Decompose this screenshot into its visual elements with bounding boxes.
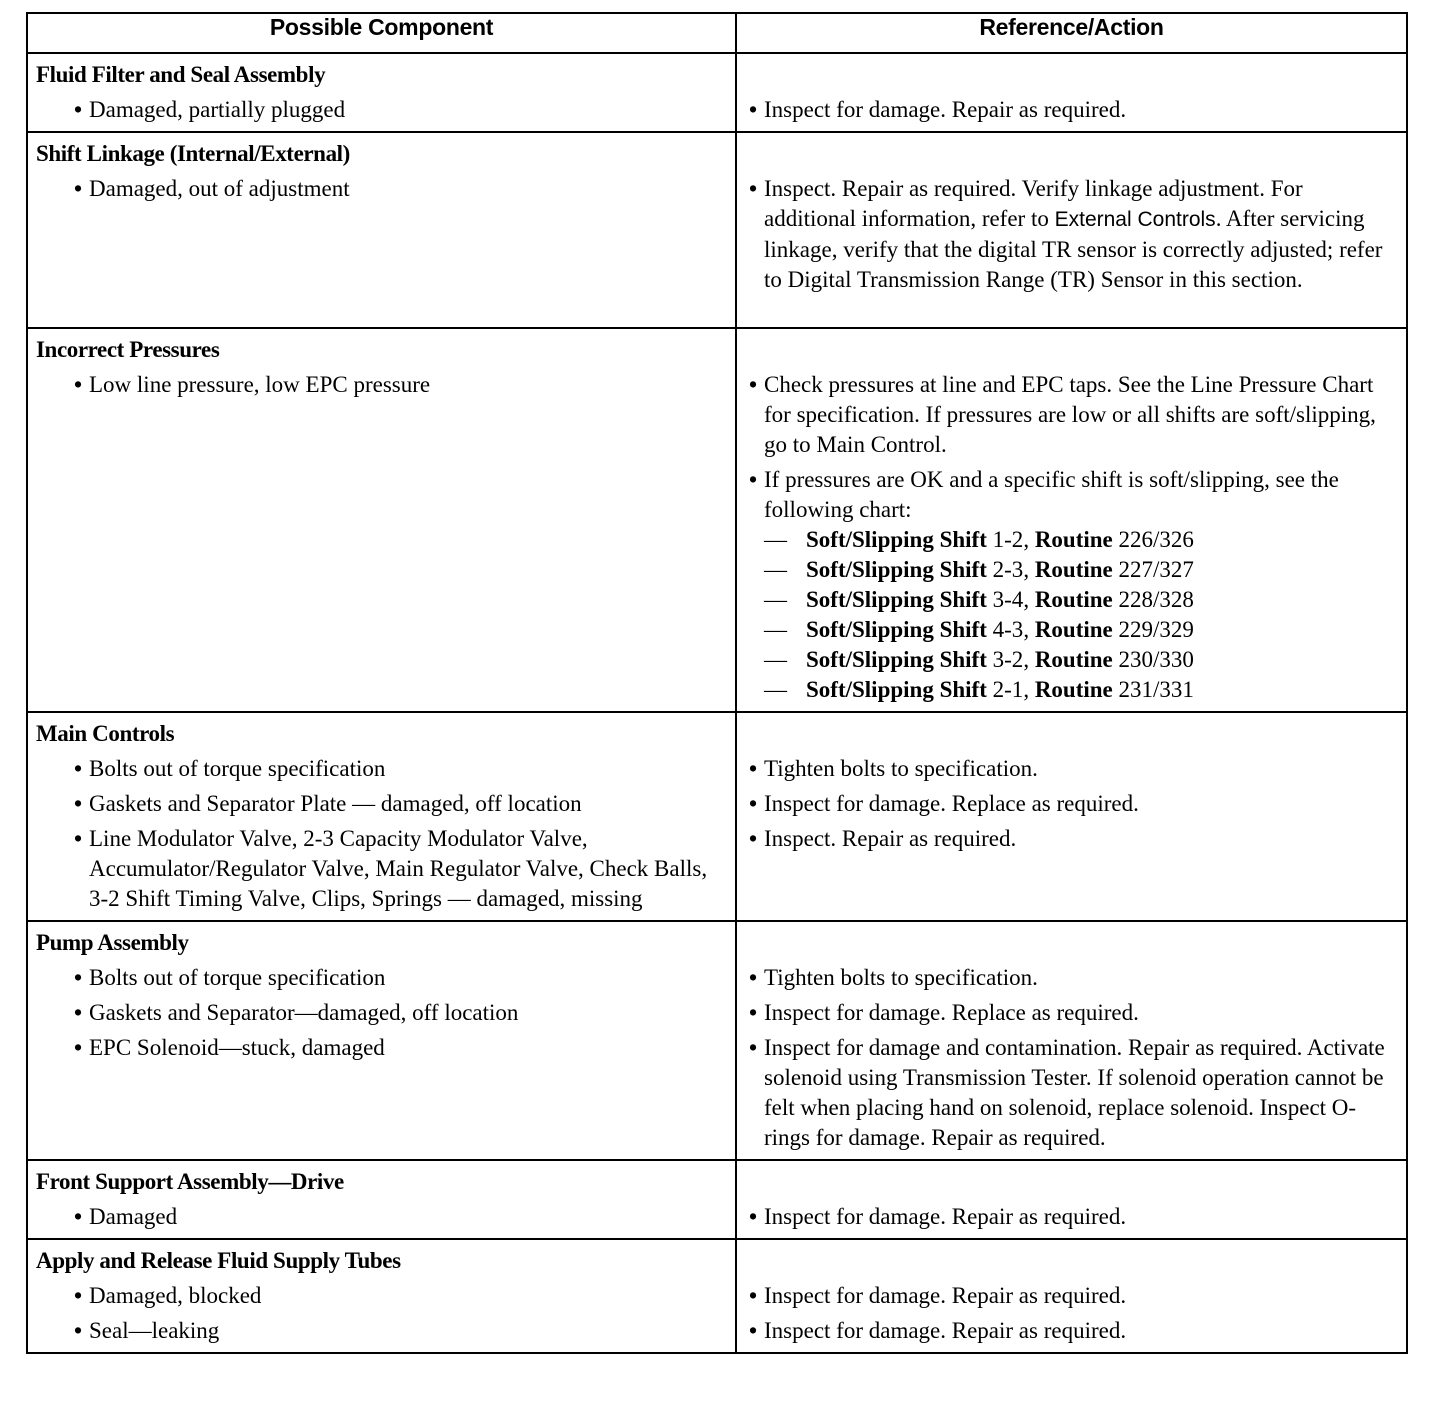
component-cell [27,712,736,921]
dash-icon: — [764,677,787,702]
section-title: Pump Assembly [36,930,189,955]
bullet-icon: • [74,756,83,781]
bullet-icon: • [74,826,83,851]
component-cell [27,1239,736,1353]
diagnostic-table-page [26,12,1406,1354]
section-title: Fluid Filter and Seal Assembly [36,62,326,87]
list-item: • Inspect. Repair as required. [745,824,1400,854]
table-row [27,1239,1407,1353]
list-item: • Tighten bolts to specification. [745,754,1400,784]
list-item: • Damaged, partially plugged [36,95,729,125]
list-item: • Seal—leaking [36,1316,729,1346]
list-item: • Tighten bolts to specification. [745,963,1400,993]
list-item: • Inspect. Repair as required. Verify linkage adjustment. For additional information, refer to External Controls. After servicing linkage, verify that the digital TR sensor is correctly adjusted; refer to Digital Transmission Range (TR) Sensor in this section. [745,174,1400,295]
table-row [27,1160,1407,1239]
component-cell [27,921,736,1160]
shift-routine-item: — Soft/Slipping Shift 2-3, Routine 227/327 [764,555,1400,585]
section-title: Main Controls [36,721,175,746]
dash-icon: — [764,557,787,582]
action-cell [736,1239,1407,1353]
dash-icon: — [764,647,787,672]
bullet-icon: • [74,1000,83,1025]
list-item: • Bolts out of torque specification [36,754,729,784]
list-item: • Damaged, out of adjustment [36,174,729,204]
shift-routine-item: — Soft/Slipping Shift 2-1, Routine 231/331 [764,675,1400,705]
action-cell [736,328,1407,712]
section-title: Shift Linkage (Internal/External) [36,141,350,166]
bullet-icon: • [749,467,758,492]
column-header-action: Reference/Action [736,13,1407,53]
bullet-icon: • [749,176,758,201]
table-row [27,712,1407,921]
shift-routine-item: — Soft/Slipping Shift 3-4, Routine 228/328 [764,585,1400,615]
list-item: • Gaskets and Separator—damaged, off location [36,998,729,1028]
list-item: • Damaged, blocked [36,1281,729,1311]
component-cell [27,53,736,132]
table-row [27,53,1407,132]
action-cell [736,53,1407,132]
action-cell [736,712,1407,921]
table-row [27,921,1407,1160]
list-item: • Inspect for damage. Repair as required. [745,95,1400,125]
component-cell [27,1160,736,1239]
bullet-icon: • [74,965,83,990]
list-item: • Inspect for damage. Replace as required. [745,998,1400,1028]
bullet-icon: • [749,372,758,397]
bullet-icon: • [749,1204,758,1229]
bullet-icon: • [749,97,758,122]
list-item: • EPC Solenoid—stuck, damaged [36,1033,729,1063]
list-item: • Gaskets and Separator Plate — damaged, off location [36,789,729,819]
list-item: • Damaged [36,1202,729,1232]
shift-routine-item: — Soft/Slipping Shift 4-3, Routine 229/329 [764,615,1400,645]
table-row [27,328,1407,712]
list-item: • Inspect for damage. Replace as required. [745,789,1400,819]
list-item: • Inspect for damage and contamination. Repair as required. Activate solenoid using Transmission Tester. If solenoid operation cannot be felt when placing hand on solenoid, replace solenoid. Inspect O-rings for damage. Repair as required. [745,1033,1400,1153]
bullet-icon: • [749,1283,758,1308]
dash-icon: — [764,587,787,612]
action-cell [736,132,1407,328]
bullet-icon: • [749,1000,758,1025]
dash-icon: — [764,617,787,642]
shift-routine-item: — Soft/Slipping Shift 1-2, Routine 226/326 [764,525,1400,555]
list-item: • Line Modulator Valve, 2-3 Capacity Modulator Valve, Accumulator/Regulator Valve, Main Regulator Valve, Check Balls, 3-2 Shift Timing Valve, Clips, Springs — damaged, missing [36,824,729,914]
list-item: • Inspect for damage. Repair as required. [745,1202,1400,1232]
action-cell [736,1160,1407,1239]
component-cell [27,328,736,712]
action-cell [736,921,1407,1160]
component-cell [27,132,736,328]
shift-routine-item: — Soft/Slipping Shift 3-2, Routine 230/330 [764,645,1400,675]
bullet-icon: • [74,97,83,122]
list-item: • Check pressures at line and EPC taps. See the Line Pressure Chart for specification. If pressures are low or all shifts are soft/slipping, go to Main Control. [745,370,1400,460]
bullet-icon: • [749,965,758,990]
list-item: • If pressures are OK and a specific shift is soft/slipping, see the following chart: — Soft/Slipping Shift 1-2, Routine 226/326 — Soft/Slipping Shift 2-3, Routine 227/327 — Soft/Slipping Shift 3-4, Routine 228/328 — Soft/Slipping Shift 4-3, Routine 229/329 — Soft/Slipping Shift 3-2, Routine 230/330 — Soft/Slipping Shift 2-1, Routine 231/331 [745,465,1400,705]
bullet-icon: • [74,1283,83,1308]
bullet-icon: • [74,1035,83,1060]
bullet-icon: • [749,826,758,851]
list-item: • Bolts out of torque specification [36,963,729,993]
bullet-icon: • [74,176,83,201]
section-title: Apply and Release Fluid Supply Tubes [36,1248,401,1273]
shift-routine-list [764,525,1400,705]
column-header-component: Possible Component [27,13,736,53]
bullet-icon: • [74,372,83,397]
list-item: • Low line pressure, low EPC pressure [36,370,729,400]
dash-icon: — [764,527,787,552]
bullet-icon: • [74,1318,83,1343]
reference-external-controls: External Controls [1054,208,1216,231]
bullet-icon: • [749,1318,758,1343]
list-item: • Inspect for damage. Repair as required. [745,1281,1400,1311]
section-title: Incorrect Pressures [36,337,220,362]
bullet-icon: • [749,791,758,816]
list-item: • Inspect for damage. Repair as required. [745,1316,1400,1346]
bullet-icon: • [749,756,758,781]
diagnostic-table [26,12,1408,1354]
table-row [27,132,1407,328]
bullet-icon: • [749,1035,758,1060]
bullet-icon: • [74,1204,83,1229]
table-header-row [27,13,1407,53]
section-title: Front Support Assembly—Drive [36,1169,344,1194]
bullet-icon: • [74,791,83,816]
